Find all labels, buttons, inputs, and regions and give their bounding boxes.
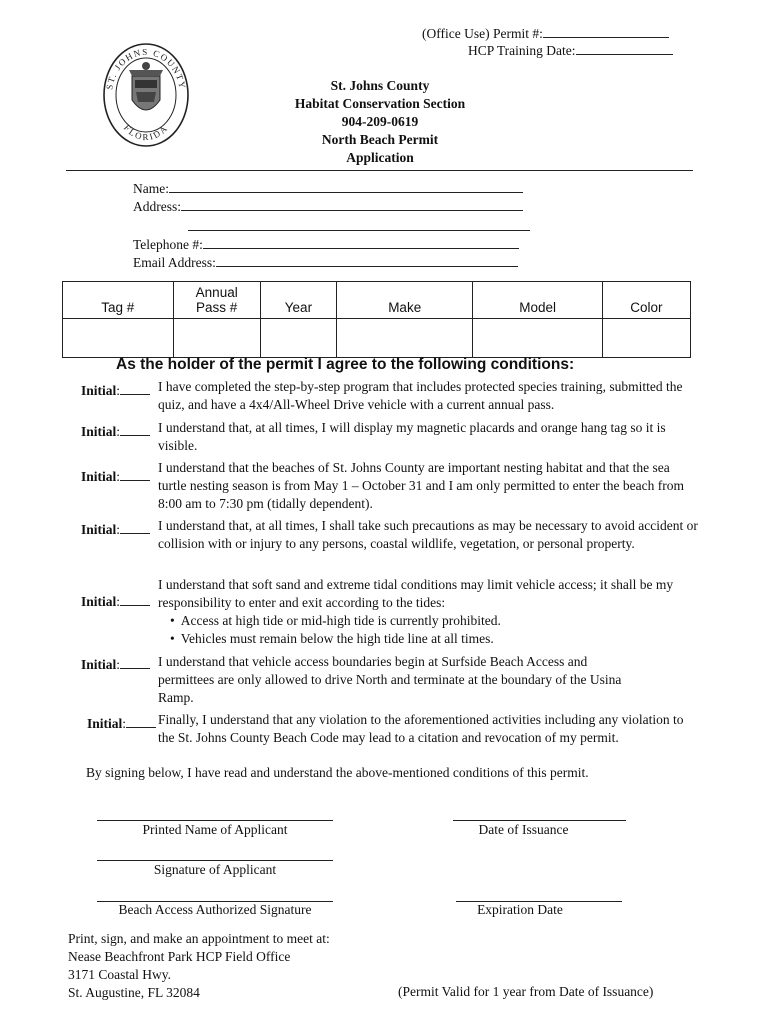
seal-top-text: ST. JOHNS COUNTY	[104, 46, 188, 91]
condition-2: I understand that, at all times, I will display my magnetic placards and orange hang tag so it is visible.	[158, 420, 666, 453]
conditions-heading: As the holder of the permit I agree to the following conditions:	[116, 356, 575, 373]
office-permit-label: (Office Use) Permit #:	[422, 26, 543, 41]
condition-3: I understand that the beaches of St. Johns County are important nesting habitat and that the sea turtle nesting season is from May 1 – October 31 and I am only permitted to enter the beach from 8:00 am to 7:30 pm (tidally dependent).	[158, 460, 684, 511]
footer-city: St. Augustine, FL 32084	[68, 985, 200, 1000]
condition-1: I have completed the step-by-step program that includes protected species training, submitted the quiz, and have a 4x4/All-Wheel Drive vehicle with a current annual pass.	[158, 379, 683, 412]
condition-6: I understand that vehicle access boundaries begin at Surfside Beach Access and permittees are only allowed to drive North and terminate at the boundary of the Usina Ramp.	[158, 654, 622, 705]
vehicle-table-row	[63, 319, 691, 358]
col-model: Model	[473, 282, 603, 319]
address-line-2	[133, 216, 530, 236]
office-training-field	[468, 43, 673, 59]
cell-color[interactable]	[602, 319, 690, 358]
name-input[interactable]	[169, 192, 523, 193]
initial-field[interactable]: Initial:	[81, 522, 150, 538]
vehicle-table-header	[63, 282, 691, 319]
beach-access-label: Beach Access Authorized Signature	[118, 902, 312, 917]
cell-model[interactable]	[473, 319, 603, 358]
office-training-label: HCP Training Date:	[468, 43, 576, 58]
footer-office: Nease Beachfront Park HCP Field Office	[68, 949, 291, 964]
col-make: Make	[337, 282, 473, 319]
initial-field[interactable]: Initial:	[81, 657, 150, 673]
address-input-2[interactable]	[188, 216, 530, 231]
header-block	[260, 77, 500, 167]
header-divider	[66, 170, 693, 171]
list-item: • Vehicles must remain below the high tide line at all times.	[170, 630, 698, 648]
email-field	[133, 254, 530, 272]
expiration-label: Expiration Date	[477, 902, 563, 917]
header-county: St. Johns County	[330, 78, 430, 93]
condition-5	[158, 576, 698, 648]
header-permit: North Beach Permit	[321, 132, 439, 147]
address-field	[133, 198, 530, 216]
svg-text:FLORIDA	[122, 123, 170, 143]
initial-field[interactable]: Initial:	[81, 383, 150, 399]
cell-annual-pass[interactable]	[173, 319, 260, 358]
header-section: Habitat Conservation Section	[294, 96, 466, 111]
condition-4: I understand that, at all times, I shall take such precautions as may be necessary to avoid accident or collision with or injury to any persons, coastal wildlife, vegetation, or personal property.	[158, 518, 698, 551]
email-input[interactable]	[216, 266, 518, 267]
office-training-blank[interactable]	[576, 54, 673, 55]
col-year: Year	[260, 282, 336, 319]
col-annual-pass	[173, 282, 260, 319]
name-field	[133, 180, 530, 198]
telephone-label: Telephone #:	[133, 237, 203, 252]
footer-address	[68, 930, 330, 1002]
office-permit-blank[interactable]	[543, 37, 669, 38]
printed-name-label: Printed Name of Applicant	[142, 822, 288, 837]
signature-label: Signature of Applicant	[153, 862, 277, 877]
col-annual-pass-line1: Annual	[195, 285, 238, 300]
date-issuance-label: Date of Issuance	[478, 822, 569, 837]
cell-make[interactable]	[337, 319, 473, 358]
seal-bottom-text: FLORIDA	[121, 122, 171, 143]
initial-field[interactable]: Initial:	[81, 594, 150, 610]
telephone-field	[133, 236, 530, 254]
list-item: • Access at high tide or mid-high tide is currently prohibited.	[170, 612, 698, 630]
cell-tag[interactable]	[63, 319, 174, 358]
header-application: Application	[346, 150, 414, 165]
header-phone: 904-209-0619	[341, 114, 419, 129]
initial-field[interactable]: Initial:	[87, 716, 156, 732]
condition-5-bullets	[158, 612, 698, 648]
acknowledgement: By signing below, I have read and understand the above-mentioned conditions of this permit.	[86, 765, 589, 780]
initial-field[interactable]: Initial:	[81, 424, 150, 440]
footer-street: 3171 Coastal Hwy.	[68, 967, 171, 982]
initial-field[interactable]: Initial:	[81, 469, 150, 485]
county-seal-icon	[102, 42, 190, 148]
applicant-fields	[133, 180, 530, 272]
address-input[interactable]	[181, 210, 523, 211]
printed-name-line[interactable]	[97, 820, 333, 821]
office-permit-field	[422, 26, 669, 42]
condition-7: Finally, I understand that any violation to the aforementioned activities including any violation to the St. Johns County Beach Code may lead to a citation and revocation of my permit.	[158, 712, 684, 745]
email-label: Email Address:	[133, 255, 216, 270]
col-annual-pass-line2: Pass #	[196, 300, 238, 315]
address-label: Address:	[133, 199, 181, 214]
validity-note: (Permit Valid for 1 year from Date of Issuance)	[398, 984, 654, 999]
date-issuance-line[interactable]	[453, 820, 626, 821]
signature-line[interactable]	[97, 860, 333, 861]
condition-5-text: I understand that soft sand and extreme tidal conditions may limit vehicle access; it shall be my responsibility to enter and exit according to the tides:	[158, 577, 674, 610]
cell-year[interactable]	[260, 319, 336, 358]
vehicle-table	[62, 281, 691, 358]
footer-instructions: Print, sign, and make an appointment to meet at:	[68, 931, 330, 946]
col-tag: Tag #	[63, 282, 174, 319]
name-label: Name:	[133, 181, 169, 196]
col-color: Color	[602, 282, 690, 319]
telephone-input[interactable]	[203, 248, 519, 249]
